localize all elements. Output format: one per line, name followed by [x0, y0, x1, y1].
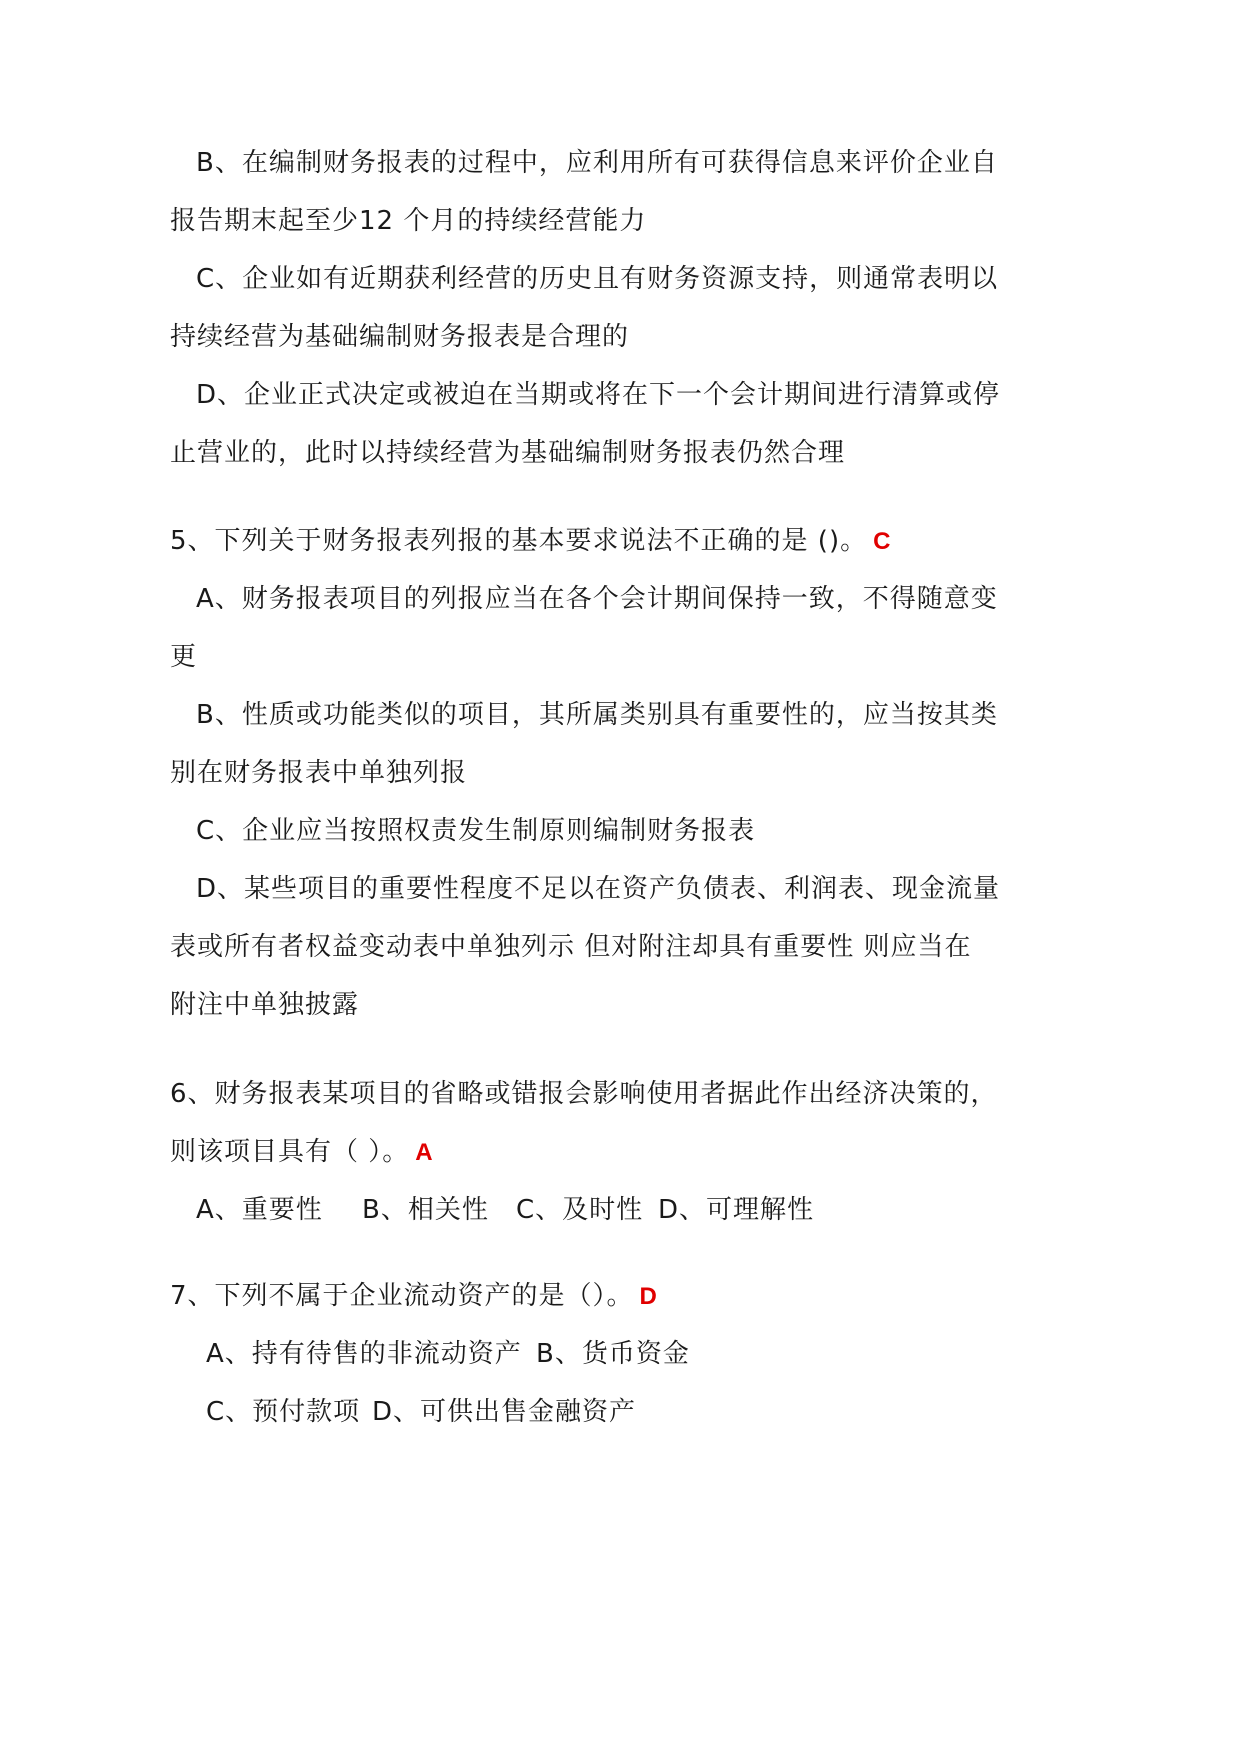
- q6-option-c: C、及时性: [516, 1195, 644, 1225]
- q5-option-d-line2: 表或所有者权益变动表中单独列示 但对附注却具有重要性 则应当在: [170, 932, 972, 962]
- q6-options: [196, 1192, 814, 1228]
- q7-option-c: C、预付款项: [206, 1397, 361, 1427]
- q7-options-row1: [206, 1336, 690, 1372]
- q5-option-d-line3: 附注中单独披露: [170, 990, 360, 1020]
- q7-options-row2: [206, 1394, 636, 1430]
- q5-option-d-line1: D、某些项目的重要性程度不足以在资产负债表、利润表、现金流量: [196, 874, 1001, 904]
- q7-option-a: A、持有待售的非流动资产: [206, 1339, 522, 1369]
- q6-option-b: B、相关性: [362, 1195, 489, 1225]
- q4-option-b-line1: B、在编制财务报表的过程中，应利用所有可获得信息来评价企业自: [196, 148, 998, 178]
- q7-answer: D: [639, 1283, 658, 1310]
- q7-question: [170, 1278, 658, 1315]
- q7-option-b: B、货币资金: [536, 1339, 690, 1369]
- q5-option-a-line2: 更: [170, 642, 198, 672]
- q5-option-b-line2: 别在财务报表中单独列报: [170, 758, 468, 788]
- q7-question-text: 7、下列不属于企业流动资产的是（）。: [170, 1281, 634, 1311]
- q5-option-b-line1: B、性质或功能类似的项目，其所属类别具有重要性的，应当按其类: [196, 700, 998, 730]
- q4-option-d-line2: 止营业的，此时以持续经营为基础编制财务报表仍然合理: [170, 438, 846, 468]
- q6-question-line2: [170, 1134, 434, 1171]
- q5-question: [170, 523, 891, 560]
- q6-option-a: A、重要性: [196, 1195, 323, 1225]
- q6-question-text: 则该项目具有（ ）。: [170, 1137, 410, 1167]
- q6-question-line1: 6、财务报表某项目的省略或错报会影响使用者据此作出经济决策的，: [170, 1079, 998, 1109]
- q5-option-a-line1: A、财务报表项目的列报应当在各个会计期间保持一致，不得随意变: [196, 584, 998, 614]
- q5-answer: C: [873, 528, 892, 555]
- q5-option-c-line1: C、企业应当按照权责发生制原则编制财务报表: [196, 816, 756, 846]
- q6-answer: A: [415, 1139, 434, 1166]
- q4-option-d-line1: D、企业正式决定或被迫在当期或将在下一个会计期间进行清算或停: [196, 380, 1001, 410]
- q4-option-c-line2: 持续经营为基础编制财务报表是合理的: [170, 322, 630, 352]
- q4-option-c-line1: C、企业如有近期获利经营的历史且有财务资源支持，则通常表明以: [196, 264, 999, 294]
- q5-question-text: 5、下列关于财务报表列报的基本要求说法不正确的是 ()。: [170, 526, 868, 556]
- q7-option-d: D、可供出售金融资产: [372, 1397, 637, 1427]
- q4-option-b-line2: 报告期末起至少12 个月的持续经营能力: [170, 206, 647, 236]
- q6-option-d: D、可理解性: [658, 1195, 815, 1225]
